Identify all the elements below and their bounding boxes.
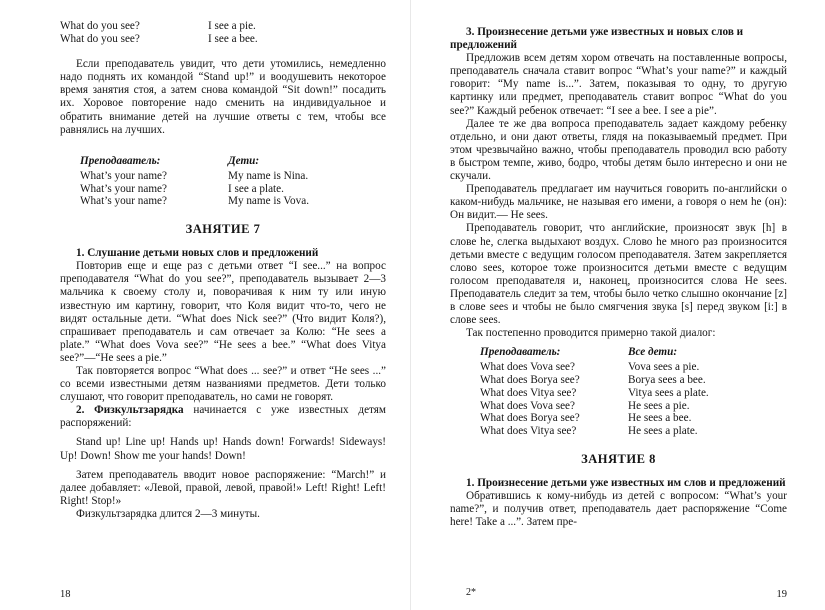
pair-answer: I see a pie.: [208, 20, 256, 32]
dialog-answer: Borya sees a bee.: [628, 374, 706, 387]
pair-answer: I see a bee.: [208, 33, 258, 46]
paragraph: Затем преподаватель вводит новое распоряжение: “March!” и далее добавляет: «Левой, правой, левой, правой!» Left! Right! Left! Right! Stop!»: [60, 468, 386, 507]
lesson-title: ЗАНЯТИЕ 8: [581, 452, 656, 467]
dialog-row: [60, 183, 386, 196]
dialog-row: [450, 400, 787, 413]
dialog-question: What does Borya see?: [480, 374, 580, 387]
dialog-question: What does Borya see?: [480, 412, 580, 425]
section-title: 1. Произнесение детьми уже известных им слов и предложений: [466, 477, 786, 490]
paragraph: Если преподаватель увидит, что дети утомились, немедленно надо поднять их командой “Stand up!” и воодушевить некоторое время занятия стоя, а затем снова командой “Sit down!” посадить их. Хоровое повторение надо сменить на индивидуальное и обратить внимание детей на лучшие ответы с тем, чтобы все равнялись на лучших.: [60, 58, 386, 136]
paragraph: Преподаватель предлагает им научиться говорить по-английски о каком-нибудь мальчике, не называя его имени, а говоря о нем he (он): Он видит.— He sees.: [450, 183, 787, 222]
dialog-answer: Vitya sees a plate.: [628, 386, 709, 399]
paragraph: Предложив всем детям хором отвечать на поставленные вопросы, преподаватель сначала ставит вопрос “What’s your name?” и каждый говорит: “My name is...”. Затем, показывая то одну, то другую картинку или предмет, преподаватель ставит вопрос “What do you see?” Каждый ребенок отвечает: “I see a bee. I see a pie”.: [450, 52, 787, 117]
paragraph: Физкультзарядка длится 2—3 минуты.: [76, 507, 260, 520]
right-page: [412, 0, 825, 610]
pair-question: What do you see?: [60, 20, 140, 32]
dialog-row: [450, 374, 787, 387]
lesson-title: ЗАНЯТИЕ 7: [185, 222, 261, 237]
left-page: [0, 0, 412, 610]
dialog-question: What does Vitya see?: [480, 386, 577, 399]
dialog-pair: [60, 20, 386, 33]
dialog-answer: I see a plate.: [228, 182, 284, 195]
dialog-answer: He sees a bee.: [628, 412, 692, 425]
page-number: 18: [60, 589, 71, 600]
dialog-pair: [60, 33, 386, 46]
children-heading: Дети:: [228, 154, 260, 167]
dialog-question: What’s your name?: [80, 195, 167, 208]
paragraph: Далее те же два вопроса преподаватель задает каждому ребенку отдельно, и они дают ответы, глядя на показываемый предмет. При этом чрезвычайно важно, чтобы преподаватель проводил всю работу в быстром темпе, живо, бодро, чтобы детям было интересно и они не скучали.: [450, 117, 787, 183]
dialog-question: What does Vova see?: [480, 399, 575, 412]
dialog-question: What’s your name?: [80, 169, 167, 182]
signature-mark: 2*: [466, 587, 476, 598]
dialog-row: [60, 170, 386, 183]
pair-question: What do you see?: [60, 33, 140, 46]
dialog-answer: My name is Nina.: [228, 169, 309, 182]
section-title: 3. Произнесение детьми уже известных и новых слов и предложений: [450, 26, 744, 52]
dialog-answer: He sees a pie.: [628, 399, 690, 412]
teacher-heading: Преподаватель:: [480, 346, 561, 359]
children-heading: Все дети:: [628, 346, 678, 359]
dialog-answer: He sees a plate.: [628, 425, 698, 438]
paragraph: [60, 404, 386, 430]
dialog-block: [450, 361, 787, 438]
section-title: 1. Слушание детьми новых слов и предложений: [76, 247, 319, 260]
section-lead: начинается с уже известных детям распоряжений:: [60, 404, 387, 430]
dialog-row: [450, 361, 787, 374]
dialog-question: What does Vitya see?: [480, 425, 577, 438]
dialog-row: [450, 412, 787, 425]
paragraph: Обратившись к кому-нибудь из детей с вопросом: “What’s your name?”, и получив ответ, преподаватель дает распоряжение “Come here! Take a ...”. Затем пре-: [450, 490, 787, 529]
paragraph: Так постепенно проводится примерно такой диалог:: [466, 327, 716, 340]
commands: Stand up! Line up! Hands up! Hands down! Forwards! Sideways! Up! Down! Show me your hands! Down!: [60, 436, 386, 462]
dialog-row: [60, 195, 386, 208]
teacher-heading: Преподаватель:: [80, 154, 161, 167]
dialog-answer: My name is Vova.: [228, 195, 310, 208]
paragraph: Так повторяется вопрос “What does ... see?” и ответ “He sees ...” со всеми известными детям названиями предметов. Дети только слушают, что говорит преподаватель, но сами не говорят.: [60, 364, 386, 404]
paragraph: Преподаватель говорит, что английские, произносят звук [h] в слове he, слегка выдыхают воздух. Слово he много раз произносится детьми вместе с ведущим голосом преподавателя. Затем закрепляется слово sees, которое тоже произносится детьми вместе с ведущим голосом преподавателя и, наконец, произносится слова He sees. Преподаватель следит за тем, чтобы было четко слышно окончание [z] в слове sees и чтобы не было смягчения звука [s] перед звуком [i:] в слове sees.: [450, 222, 787, 327]
paragraph: Повторив еще и еще раз с детьми ответ “I see...” на вопрос преподавателя “What do you see?”, преподаватель вызывает 2—3 мальчика к своему столу и, поворачивая к ним ту или иную известную им картину, говорит, что Коля видит что-то, чего не видят остальные дети. “What does Nick see?” (Что видит Коля?), спрашивает преподаватель и сам отвечает за Колю: “He sees a plate.” “What does Vova see?” “He sees a bee.” “What does Vitya see?”—“He sees a pie.”: [60, 260, 386, 364]
dialog-header: [60, 155, 386, 167]
dialog-block: [60, 170, 386, 208]
dialog-question: What’s your name?: [80, 182, 167, 195]
page-number: 19: [776, 589, 787, 600]
dialog-question: What does Vova see?: [480, 361, 575, 374]
dialog-header: [450, 346, 787, 358]
section-title: 2. Физкультзарядка: [76, 404, 184, 417]
dialog-answer: Vova sees a pie.: [628, 361, 700, 374]
dialog-row: [450, 425, 787, 438]
top-pairs: [60, 20, 386, 46]
dialog-row: [450, 387, 787, 400]
